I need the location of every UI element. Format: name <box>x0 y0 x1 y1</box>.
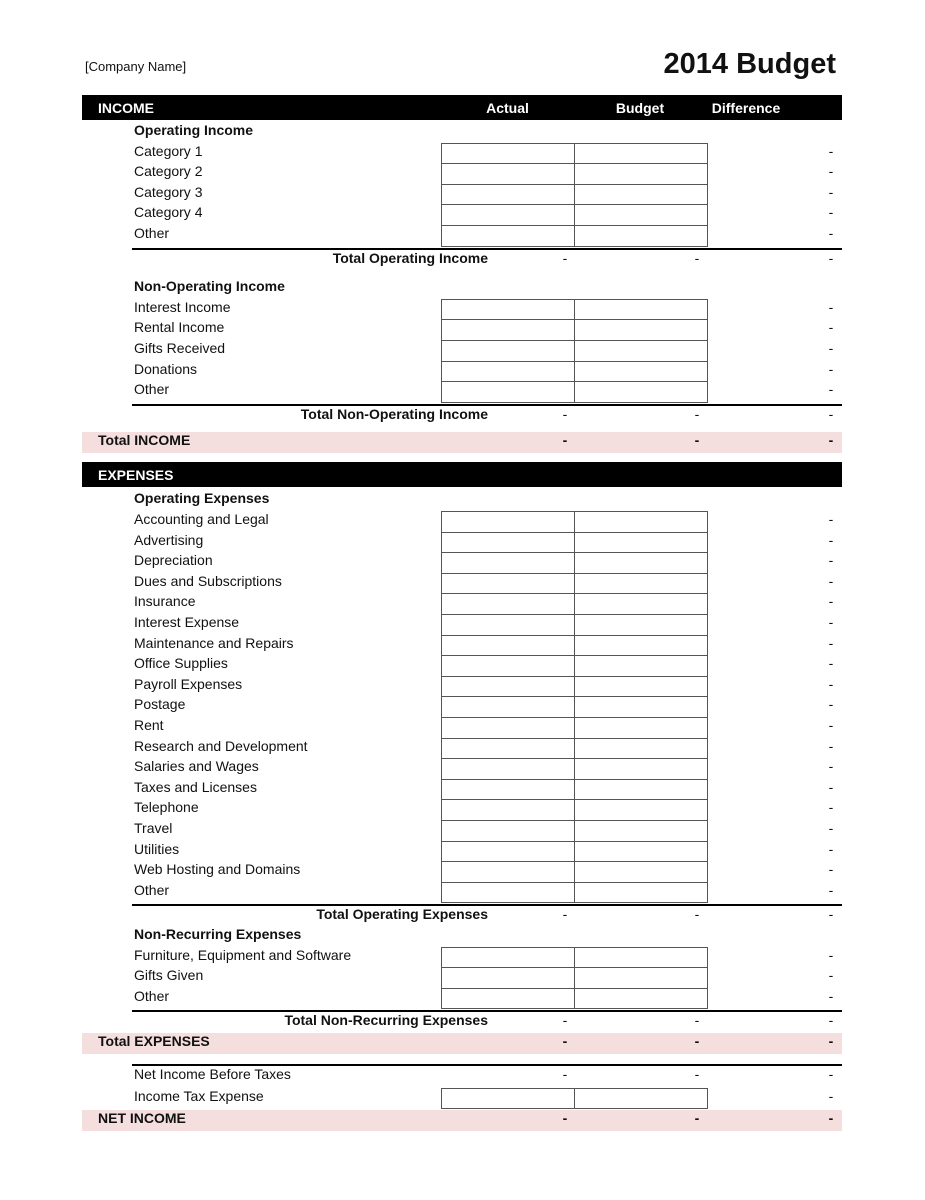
line-item-label: Other <box>134 225 170 241</box>
difference-value: - <box>828 967 834 984</box>
difference-value: - <box>828 861 834 878</box>
budget-input[interactable] <box>574 381 708 403</box>
line-item-label: Other <box>134 881 170 898</box>
actual-input[interactable] <box>441 988 575 1010</box>
net-income-row <box>82 1110 842 1131</box>
budget-total: - <box>694 249 700 266</box>
budget-input[interactable] <box>574 882 708 904</box>
non-operating-income-title-label: Non-Operating Income <box>134 278 285 295</box>
actual-input[interactable] <box>441 758 575 780</box>
line-item-label: Rent <box>134 717 164 733</box>
line-item-label: Telephone <box>134 799 199 816</box>
difference-value: - <box>828 778 834 795</box>
difference-value: - <box>828 799 834 816</box>
line-item-label: Utilities <box>134 840 180 857</box>
difference-value: - <box>828 204 834 221</box>
line-item-label: Category 2 <box>134 163 203 180</box>
table-row <box>82 841 842 862</box>
table-row <box>82 614 842 635</box>
line-item-label: Other <box>134 381 170 398</box>
line-item-label: Gifts Given <box>134 967 204 984</box>
budget-input[interactable] <box>574 738 708 760</box>
actual-input[interactable] <box>441 635 575 657</box>
actual-input[interactable] <box>441 861 575 883</box>
line-item-label: Advertising <box>134 531 204 548</box>
budget-input[interactable] <box>574 841 708 863</box>
table-row <box>82 947 842 968</box>
budget-value: - <box>694 1110 700 1127</box>
difference-value: - <box>828 696 834 713</box>
table-row <box>82 861 842 882</box>
actual-input[interactable] <box>441 967 575 989</box>
line-item-label: Maintenance and Repairs <box>134 634 294 651</box>
difference-value: - <box>828 531 834 548</box>
difference-value: - <box>828 717 834 733</box>
table-row <box>82 381 842 402</box>
difference-value: - <box>828 614 834 630</box>
non-recurring-expenses-total-label: Total Non-Recurring Expenses <box>284 1012 488 1029</box>
table-row <box>82 717 842 738</box>
operating-expenses-title-label: Operating Expenses <box>134 490 270 507</box>
difference-value: - <box>828 737 834 754</box>
actual-input[interactable] <box>441 717 575 739</box>
budget-input[interactable] <box>574 299 708 321</box>
difference-value: - <box>828 319 834 336</box>
difference-value: - <box>828 593 834 610</box>
line-item-label: Furniture, Equipment and Software <box>134 946 352 963</box>
actual-input[interactable] <box>441 225 575 247</box>
table-row <box>82 696 842 717</box>
expenses-header-label: EXPENSES <box>98 467 174 484</box>
table-row <box>82 532 842 553</box>
line-item-label: Depreciation <box>134 552 213 569</box>
table-row <box>82 820 842 841</box>
table-row <box>82 511 842 532</box>
actual-value: - <box>562 1110 568 1127</box>
budget-input[interactable] <box>574 717 708 739</box>
actual-input[interactable] <box>441 738 575 760</box>
difference-value: - <box>828 1087 834 1104</box>
actual-input[interactable] <box>441 299 575 321</box>
difference-value: - <box>828 881 834 898</box>
column-budget: Budget <box>615 100 665 116</box>
difference-value: - <box>828 381 834 398</box>
non-operating-income-total-row <box>132 404 842 427</box>
column-difference: Difference <box>711 100 781 116</box>
difference-value: - <box>828 298 834 315</box>
budget-input[interactable] <box>574 552 708 574</box>
actual-input[interactable] <box>441 511 575 533</box>
operating-income-total-label: Total Operating Income <box>332 249 488 266</box>
line-item-label: Interest Income <box>134 298 231 315</box>
budget-input[interactable] <box>574 1088 708 1110</box>
difference-value: - <box>828 655 834 672</box>
budget-input[interactable] <box>574 204 708 226</box>
net-income-before-taxes-label: Net Income Before Taxes <box>134 1066 291 1082</box>
difference-value: - <box>828 225 834 241</box>
difference-value: - <box>828 840 834 857</box>
budget-input[interactable] <box>574 225 708 247</box>
difference-total: - <box>828 405 834 422</box>
line-item-label: Interest Expense <box>134 614 240 630</box>
line-item-label: Category 1 <box>134 142 203 159</box>
difference-value: - <box>828 675 834 692</box>
operating-income-total-row <box>132 248 842 271</box>
net-income-row-label: NET INCOME <box>98 1110 186 1127</box>
difference-value: - <box>828 987 834 1004</box>
table-row <box>82 225 842 246</box>
budget-input[interactable] <box>574 573 708 595</box>
actual-input[interactable] <box>441 820 575 842</box>
difference-value: - <box>828 183 834 200</box>
table-row <box>82 340 842 361</box>
budget-input[interactable] <box>574 799 708 821</box>
line-item-label: Postage <box>134 696 186 713</box>
actual-total: - <box>562 1012 568 1029</box>
company-name[interactable]: [Company Name] <box>85 59 187 74</box>
budget-input[interactable] <box>574 532 708 554</box>
net-income-before-taxes-row <box>132 1064 842 1087</box>
table-row <box>82 738 842 759</box>
line-item-label: Office Supplies <box>134 655 228 672</box>
operating-income-title-label: Operating Income <box>134 122 254 138</box>
line-item-label: Rental Income <box>134 319 225 336</box>
difference-value: - <box>828 511 834 527</box>
difference-value: - <box>828 432 834 449</box>
budget-input[interactable] <box>574 820 708 842</box>
budget-input[interactable] <box>574 511 708 533</box>
actual-total: - <box>562 906 568 923</box>
actual-input[interactable] <box>441 340 575 362</box>
page-title: 2014 Budget <box>663 48 836 80</box>
table-row <box>82 988 842 1009</box>
line-item-label: Travel <box>134 820 173 836</box>
table-row <box>82 361 842 382</box>
actual-input[interactable] <box>441 143 575 165</box>
total-expenses-row-label: Total EXPENSES <box>98 1033 210 1049</box>
budget-value: - <box>694 1033 700 1049</box>
table-row <box>82 779 842 800</box>
actual-input[interactable] <box>441 319 575 341</box>
actual-input[interactable] <box>441 947 575 969</box>
difference-value: - <box>828 1066 834 1082</box>
actual-input[interactable] <box>441 779 575 801</box>
non-recurring-expenses-title-label: Non-Recurring Expenses <box>134 926 302 942</box>
line-item-label: Insurance <box>134 593 196 610</box>
line-item-label: Web Hosting and Domains <box>134 861 301 878</box>
operating-expenses-total-row <box>132 904 842 927</box>
line-item-label: Payroll Expenses <box>134 675 243 692</box>
actual-input[interactable] <box>441 532 575 554</box>
budget-input[interactable] <box>574 635 708 657</box>
line-item-label: Category 3 <box>134 183 203 200</box>
actual-input[interactable] <box>441 163 575 185</box>
table-row <box>82 676 842 697</box>
non-operating-income-title <box>82 278 842 299</box>
budget-input[interactable] <box>574 861 708 883</box>
column-actual: Actual <box>486 100 529 116</box>
non-operating-income-total-label: Total Non-Operating Income <box>300 405 488 422</box>
difference-total: - <box>828 1012 834 1029</box>
table-row <box>82 635 842 656</box>
line-item-label: Salaries and Wages <box>134 758 259 775</box>
budget-input[interactable] <box>574 655 708 677</box>
total-income-row <box>82 432 842 453</box>
actual-input[interactable] <box>441 1088 575 1110</box>
income-tax-expense-label: Income Tax Expense <box>134 1087 264 1104</box>
income-header-label: INCOME <box>98 100 154 116</box>
table-row <box>82 552 842 573</box>
line-item-label: Other <box>134 987 170 1004</box>
table-row <box>82 319 842 340</box>
budget-input[interactable] <box>574 967 708 989</box>
budget-input[interactable] <box>574 184 708 206</box>
table-row <box>82 593 842 614</box>
operating-expenses-total-label: Total Operating Expenses <box>316 906 488 923</box>
actual-total: - <box>562 405 568 422</box>
budget-input[interactable] <box>574 163 708 185</box>
operating-income-title <box>82 122 842 143</box>
budget-input[interactable] <box>574 593 708 615</box>
budget-input[interactable] <box>574 361 708 383</box>
difference-value: - <box>828 142 834 159</box>
line-item-label: Donations <box>134 360 198 377</box>
difference-value: - <box>828 820 834 836</box>
actual-input[interactable] <box>441 614 575 636</box>
table-row <box>82 573 842 594</box>
actual-input[interactable] <box>441 552 575 574</box>
table-row <box>82 163 842 184</box>
actual-input[interactable] <box>441 204 575 226</box>
table-row <box>82 299 842 320</box>
difference-value: - <box>828 946 834 963</box>
budget-input[interactable] <box>574 614 708 636</box>
actual-value: - <box>562 1033 568 1049</box>
line-item-label: Dues and Subscriptions <box>134 572 282 589</box>
budget-input[interactable] <box>574 676 708 698</box>
budget-input[interactable] <box>574 319 708 341</box>
actual-input[interactable] <box>441 696 575 718</box>
difference-value: - <box>828 1110 834 1127</box>
difference-value: - <box>828 572 834 589</box>
difference-value: - <box>828 340 834 356</box>
table-row <box>82 143 842 164</box>
non-recurring-expenses-total-row <box>132 1010 842 1033</box>
table-row <box>82 967 842 988</box>
difference-value: - <box>828 163 834 180</box>
budget-input[interactable] <box>574 758 708 780</box>
budget-total: - <box>694 1012 700 1029</box>
actual-input[interactable] <box>441 573 575 595</box>
income-header <box>82 95 842 120</box>
non-recurring-expenses-title <box>82 926 842 947</box>
actual-input[interactable] <box>441 361 575 383</box>
difference-value: - <box>828 552 834 569</box>
line-item-label: Gifts Received <box>134 340 226 356</box>
budget-input[interactable] <box>574 779 708 801</box>
actual-input[interactable] <box>441 676 575 698</box>
actual-input[interactable] <box>441 841 575 863</box>
line-item-label: Accounting and Legal <box>134 511 269 527</box>
actual-input[interactable] <box>441 381 575 403</box>
actual-value: - <box>562 1066 568 1082</box>
difference-total: - <box>828 906 834 923</box>
table-row <box>82 204 842 225</box>
budget-input[interactable] <box>574 696 708 718</box>
line-item-label: Category 4 <box>134 204 203 221</box>
table-row <box>82 184 842 205</box>
expenses-header <box>82 462 842 487</box>
actual-input[interactable] <box>441 593 575 615</box>
total-income-row-label: Total INCOME <box>98 432 191 449</box>
budget-total: - <box>694 906 700 923</box>
line-item-label: Taxes and Licenses <box>134 778 257 795</box>
actual-total: - <box>562 249 568 266</box>
actual-input[interactable] <box>441 655 575 677</box>
budget-total: - <box>694 405 700 422</box>
line-item-label: Research and Development <box>134 737 308 754</box>
difference-value: - <box>828 758 834 775</box>
actual-input[interactable] <box>441 184 575 206</box>
budget-input[interactable] <box>574 143 708 165</box>
actual-value: - <box>562 432 568 449</box>
budget-input[interactable] <box>574 947 708 969</box>
table-row <box>82 799 842 820</box>
budget-value: - <box>694 432 700 449</box>
difference-value: - <box>828 360 834 377</box>
total-expenses-row <box>82 1033 842 1054</box>
income-tax-expense-row <box>132 1088 842 1109</box>
difference-value: - <box>828 1033 834 1049</box>
actual-input[interactable] <box>441 882 575 904</box>
actual-input[interactable] <box>441 799 575 821</box>
table-row <box>82 882 842 903</box>
budget-input[interactable] <box>574 988 708 1010</box>
budget-value: - <box>694 1066 700 1082</box>
difference-total: - <box>828 249 834 266</box>
budget-input[interactable] <box>574 340 708 362</box>
table-row <box>82 655 842 676</box>
operating-expenses-title <box>82 490 842 511</box>
difference-value: - <box>828 634 834 651</box>
table-row <box>82 758 842 779</box>
